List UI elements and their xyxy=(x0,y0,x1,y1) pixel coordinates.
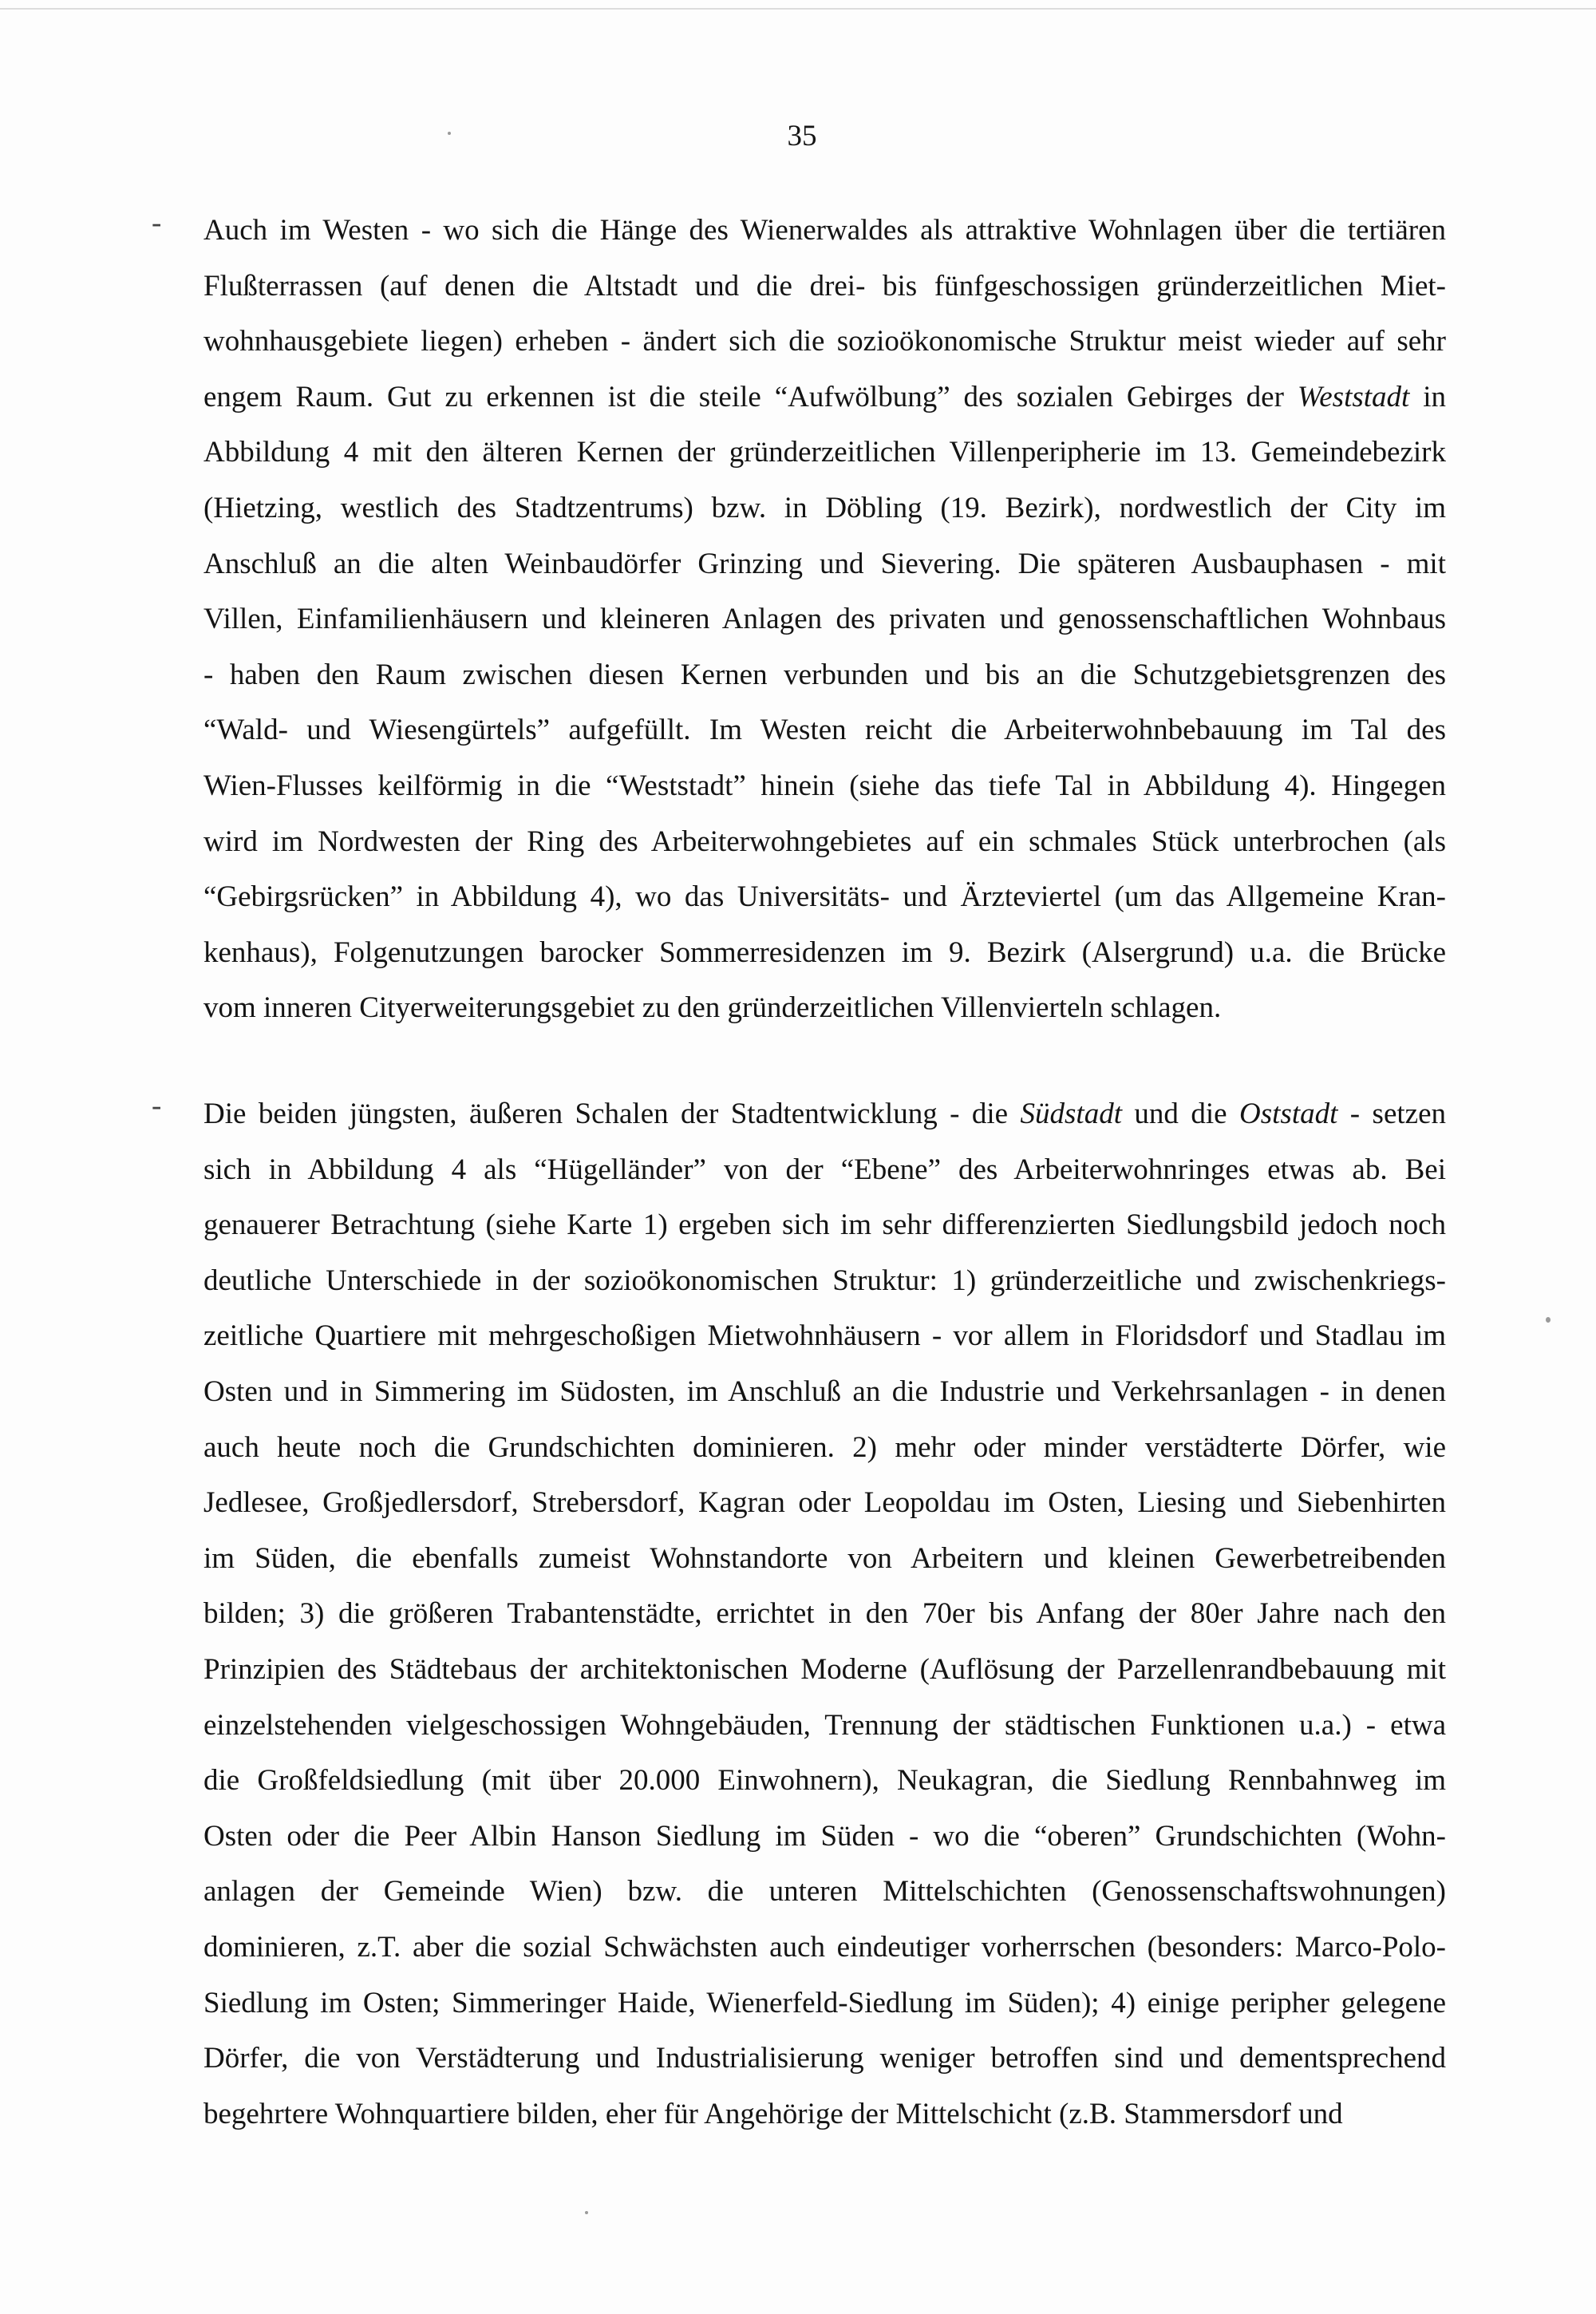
text-run: wird im Nordwesten der Ring des Arbeiterwohngebietes auf ein schmales Stück unterbrochen (als xyxy=(203,825,1446,858)
text-line xyxy=(203,925,1446,981)
bullet-dash-1: - xyxy=(152,207,162,239)
text-run: Prinzipien des Städtebaus der architektonischen Moderne (Auflösung der Parzellenrandbebauung mit xyxy=(203,1652,1446,1686)
text-line xyxy=(203,758,1446,814)
text-line xyxy=(203,1864,1446,1920)
text-run: Jedlesee, Großjedlersdorf, Strebersdorf, Kagran oder Leopoldau im Osten, Liesing und Siebenhirten xyxy=(203,1486,1446,1520)
text-line xyxy=(203,1809,1446,1865)
italic-term: Südstadt xyxy=(1020,1098,1122,1130)
text-run: “Gebirgsrücken” in Abbildung 4), wo das Universitäts- und Ärzteviertel (um das Allgemeine Kran- xyxy=(203,880,1446,914)
text-run: dominieren, z.T. aber die sozial Schwächsten auch eindeutiger vorherrschen (besonders: Marco-Polo- xyxy=(203,1930,1446,1964)
paragraph-south-east-districts xyxy=(203,1086,1446,2142)
text-line xyxy=(203,647,1446,703)
text-line xyxy=(203,702,1446,758)
scan-speck xyxy=(585,2211,588,2214)
text-run: deutliche Unterschiede in der sozioökonomischen Struktur: 1) gründerzeitliche und zwischenkriegs- xyxy=(203,1264,1446,1297)
text-run: “Wald- und Wiesengürtels” aufgefüllt. Im Westen reicht die Arbeiterwohnbebauung im Tal des xyxy=(203,714,1446,747)
text-run: Osten oder die Peer Albin Hanson Siedlung im Süden - wo die “oberen” Grundschichten (Wohn- xyxy=(203,1819,1446,1853)
text-run: zeitliche Quartiere mit mehrgeschoßigen Mietwohnhäusern - vor allem in Floridsdorf und Stadlau im xyxy=(203,1319,1446,1353)
text-run: im Süden, die ebenfalls zumeist Wohnstandorte von Arbeitern und kleinen Gewerbetreibenden xyxy=(203,1541,1446,1575)
italic-term: Weststadt xyxy=(1297,380,1410,413)
text-line xyxy=(203,370,1446,425)
text-run: wohnhausgebiete liegen) erheben - ändert sich die sozioökonomische Struktur meist wieder auf sehr xyxy=(203,325,1446,358)
text-run: genauerer Betrachtung (siehe Karte 1) ergeben sich im sehr differenzierten Siedlungsbild jedoch noch xyxy=(203,1208,1446,1242)
text-line xyxy=(203,869,1446,925)
text-run: (Hietzing, westlich des Stadtzentrums) bzw. in Döbling (19. Bezirk), nordwestlich der City im xyxy=(203,491,1446,524)
text-run: engem Raum. Gut zu erkennen ist die steile “Aufwölbung” des sozialen Gebirges der xyxy=(203,380,1298,413)
text-run: die Großfeldsiedlung (mit über 20.000 Einwohnern), Neukagran, die Siedlung Rennbahnweg im xyxy=(203,1764,1446,1798)
text-line xyxy=(203,2031,1446,2087)
text-run: sich in Abbildung 4 als “Hügelländer” von der “Ebene” des Arbeiterwohnringes etwas ab. Bei xyxy=(203,1153,1446,1186)
scan-speck xyxy=(448,132,451,135)
scan-speck xyxy=(1546,1317,1551,1323)
text-line xyxy=(203,203,1446,259)
text-run: Die beiden jüngsten, äußeren Schalen der Stadtentwicklung - die xyxy=(203,1098,1021,1130)
text-line xyxy=(203,1642,1446,1698)
text-run: - setzen xyxy=(1337,1098,1447,1130)
bullet-dash-2: - xyxy=(152,1090,162,1122)
text-run: - haben den Raum zwischen diesen Kernen verbunden und bis an die Schutzgebietsgrenzen des xyxy=(203,658,1446,691)
text-line xyxy=(203,1308,1446,1364)
text-run: Villen, Einfamilienhäusern und kleineren Anlagen des privaten und genossenschaftlichen Wohnbaus xyxy=(203,603,1446,636)
text-line xyxy=(203,814,1446,870)
text-run: Osten und in Simmering im Südosten, im Anschluß an die Industrie und Verkehrsanlagen - in denen xyxy=(203,1375,1446,1408)
text-line xyxy=(203,1753,1446,1809)
text-line xyxy=(203,2087,1446,2142)
page-number: 35 xyxy=(787,120,817,152)
text-line xyxy=(203,314,1446,370)
text-line xyxy=(203,980,1446,1036)
text-line xyxy=(203,1142,1446,1198)
text-line xyxy=(203,1698,1446,1754)
text-line xyxy=(203,536,1446,592)
text-line xyxy=(203,591,1446,647)
text-run: in xyxy=(1409,380,1446,413)
text-line xyxy=(203,1364,1446,1420)
text-line xyxy=(203,1475,1446,1531)
text-run: anlagen der Gemeinde Wien) bzw. die unteren Mittelschichten (Genossenschaftswohnungen) xyxy=(203,1875,1446,1909)
text-line xyxy=(203,259,1446,314)
text-run: und die xyxy=(1122,1098,1240,1130)
text-line xyxy=(203,1586,1446,1642)
text-run: kenhaus), Folgenutzungen barocker Sommerresidenzen im 9. Bezirk (Alsergrund) u.a. die Brücke xyxy=(203,935,1446,969)
scan-top-edge xyxy=(0,8,1596,10)
text-run: Wien-Flusses keilförmig in die “Weststadt” hinein (siehe das tiefe Tal in Abbildung 4). Hingegen xyxy=(203,769,1446,802)
text-run: einzelstehenden vielgeschossigen Wohngebäuden, Trennung der städtischen Funktionen u.a.) - etwa xyxy=(203,1708,1446,1742)
text-run: bilden; 3) die größeren Trabantenstädte, errichtet in den 70er bis Anfang der 80er Jahre nach den xyxy=(203,1597,1446,1631)
text-line xyxy=(203,1976,1446,2031)
text-run: Dörfer, die von Verstädterung und Industrialisierung weniger betroffen sind und dementsprechend xyxy=(203,2042,1446,2075)
text-run: begehrtere Wohnquartiere bilden, eher für Angehörige der Mittelschicht (z.B. Stammersdorf und xyxy=(203,2097,1343,2130)
text-run: Anschluß an die alten Weinbaudörfer Grinzing und Sievering. Die späteren Ausbauphasen - mit xyxy=(203,547,1446,580)
text-line xyxy=(203,1920,1446,1976)
text-line xyxy=(203,1086,1446,1142)
text-line xyxy=(203,1420,1446,1476)
text-run: Siedlung im Osten; Simmeringer Haide, Wienerfeld-Siedlung im Süden); 4) einige peripher gelegene xyxy=(203,1986,1446,2019)
text-run: Abbildung 4 mit den älteren Kernen der gründerzeitlichen Villenperipherie im 13. Gemeindebezirk xyxy=(203,436,1446,469)
text-line xyxy=(203,425,1446,481)
paragraph-west-side xyxy=(203,203,1446,1036)
text-line xyxy=(203,1253,1446,1309)
text-run: Flußterrassen (auf denen die Altstadt und die drei- bis fünfgeschossigen gründerzeitlichen Miet- xyxy=(203,269,1446,303)
text-run: auch heute noch die Grundschichten dominieren. 2) mehr oder minder verstädterte Dörfer, wie xyxy=(203,1430,1446,1464)
text-line xyxy=(203,1531,1446,1587)
text-line xyxy=(203,481,1446,536)
text-run: Auch im Westen - wo sich die Hänge des Wienerwaldes als attraktive Wohnlagen über die tertiären xyxy=(203,214,1446,247)
italic-term: Oststadt xyxy=(1239,1098,1338,1130)
text-line xyxy=(203,1197,1446,1253)
text-run: vom inneren Cityerweiterungsgebiet zu den gründerzeitlichen Villenvierteln schlagen. xyxy=(203,991,1222,1025)
